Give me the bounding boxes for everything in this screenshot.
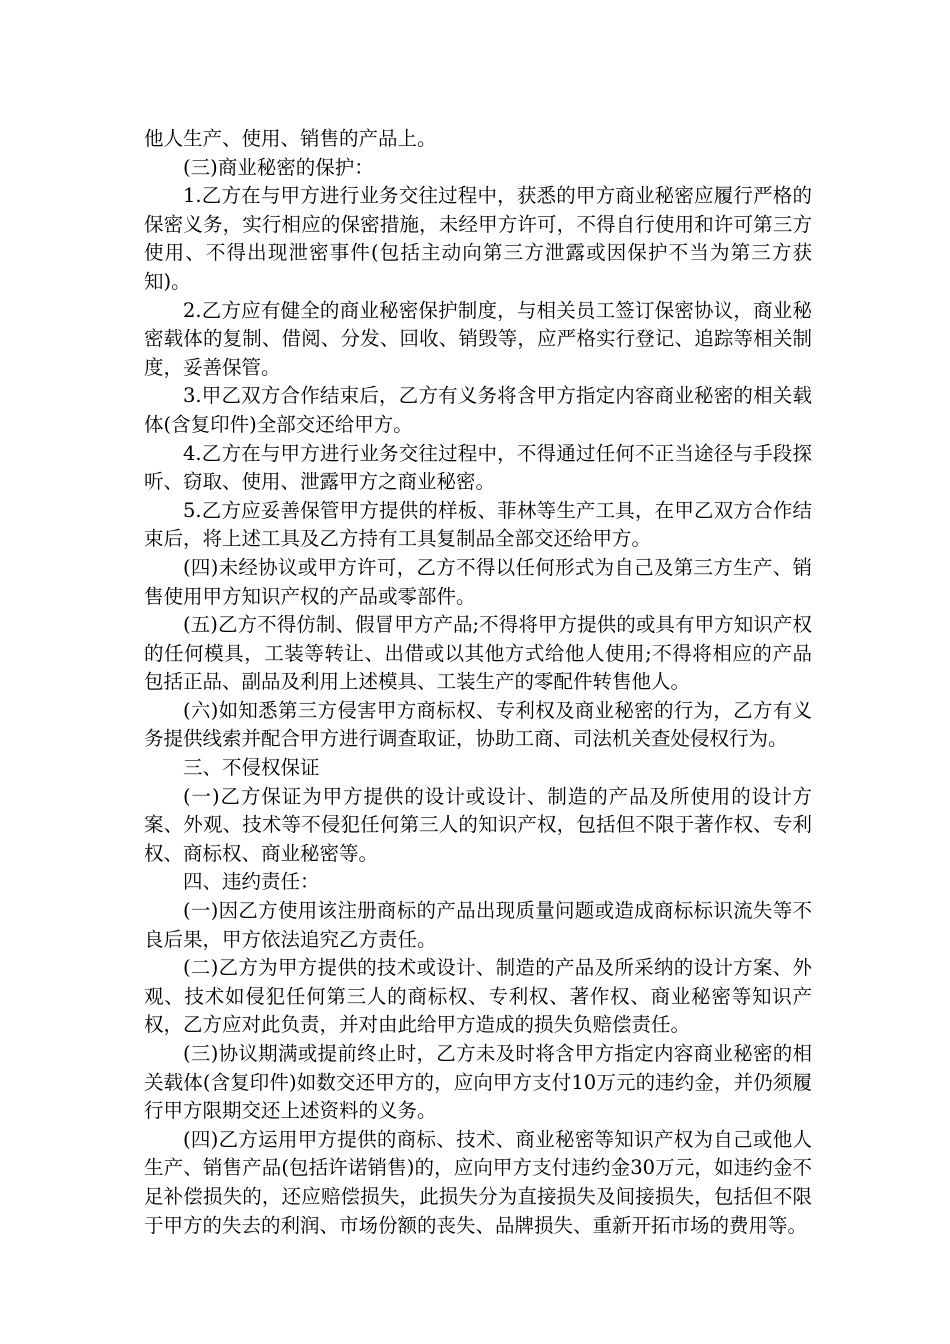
paragraph-17: (四)乙方运用甲方提供的商标、技术、商业秘密等知识产权为自己或他人生产、销售产品(包括许诺销售)的，应向甲方支付违约金30万元，如违约金不足补偿损失的，还应赔偿损失，此损失分为直接损失及间接损失，包括但不限于甲方的失去的利润、市场份额的丧失、品牌损失、重新开拓市场的费用等。 — [144, 1127, 812, 1237]
paragraph-16: (三)协议期满或提前终止时，乙方未及时将含甲方指定内容商业秘密的相关载体(含复印件)如数交还甲方的，应向甲方支付10万元的违约金，并仍须履行甲方限期交还上述资料的义务。 — [144, 1042, 812, 1123]
paragraph-2: (三)商业秘密的保护： — [183, 155, 374, 179]
section-heading-4: 四、违约责任： — [183, 870, 320, 894]
paragraph-9: (五)乙方不得仿制、假冒甲方产品;不得将甲方提供的或具有甲方知识产权的任何模具，工装等转让、出借或以其他方式给他人使用;不得将相应的产品包括正品、副品及利用上述模具、工装生产的零配件转售他人。 — [144, 613, 812, 694]
paragraph-3: 1.乙方在与甲方进行业务交往过程中，获悉的甲方商业秘密应履行严格的保密义务，实行相应的保密措施，未经甲方许可，不得自行使用和许可第三方使用、不得出现泄密事件(包括主动向第三方泄露或因保护不当为第三方获知)。 — [144, 184, 812, 293]
paragraph-6: 4.乙方在与甲方进行业务交往过程中，不得通过任何不正当途径与手段探听、窃取、使用、泄露甲方之商业秘密。 — [144, 441, 812, 494]
paragraph-4: 2.乙方应有健全的商业秘密保护制度，与相关员工签订保密协议，商业秘密载体的复制、借阅、分发、回收、销毁等，应严格实行登记、追踪等相关制度，妥善保管。 — [144, 298, 812, 379]
section-heading-3: 三、不侵权保证 — [183, 756, 320, 780]
paragraph-12: (一)乙方保证为甲方提供的设计或设计、制造的产品及所使用的设计方案、外观、技术等不侵犯任何第三人的知识产权，包括但不限于著作权、专利权、商标权、商业秘密等。 — [144, 784, 812, 865]
paragraph-1: 他人生产、使用、销售的产品上。 — [144, 127, 437, 150]
paragraph-15: (二)乙方为甲方提供的技术或设计、制造的产品及所采纳的设计方案、外观、技术如侵犯任何第三人的商标权、专利权、著作权、商业秘密等知识产权，乙方应对此负责，并对由此给甲方造成的损失负赔偿责任。 — [144, 956, 812, 1037]
paragraph-7: 5.乙方应妥善保管甲方提供的样板、菲林等生产工具，在甲乙双方合作结束后，将上述工具及乙方持有工具复制品全部交还给甲方。 — [144, 498, 812, 551]
paragraph-14: (一)因乙方使用该注册商标的产品出现质量问题或造成商标标识流失等不良后果，甲方依法追究乙方责任。 — [144, 899, 812, 951]
paragraph-8: (四)未经协议或甲方许可，乙方不得以任何形式为自己及第三方生产、销售使用甲方知识产权的产品或零部件。 — [144, 555, 812, 608]
paragraph-10: (六)如知悉第三方侵害甲方商标权、专利权及商业秘密的行为，乙方有义务提供线索并配合甲方进行调查取证，协助工商、司法机关查处侵权行为。 — [144, 698, 812, 751]
paragraph-5: 3.甲乙双方合作结束后，乙方有义务将含甲方指定内容商业秘密的相关载体(含复印件)全部交还给甲方。 — [144, 384, 812, 436]
document-page — [144, 125, 812, 1240]
